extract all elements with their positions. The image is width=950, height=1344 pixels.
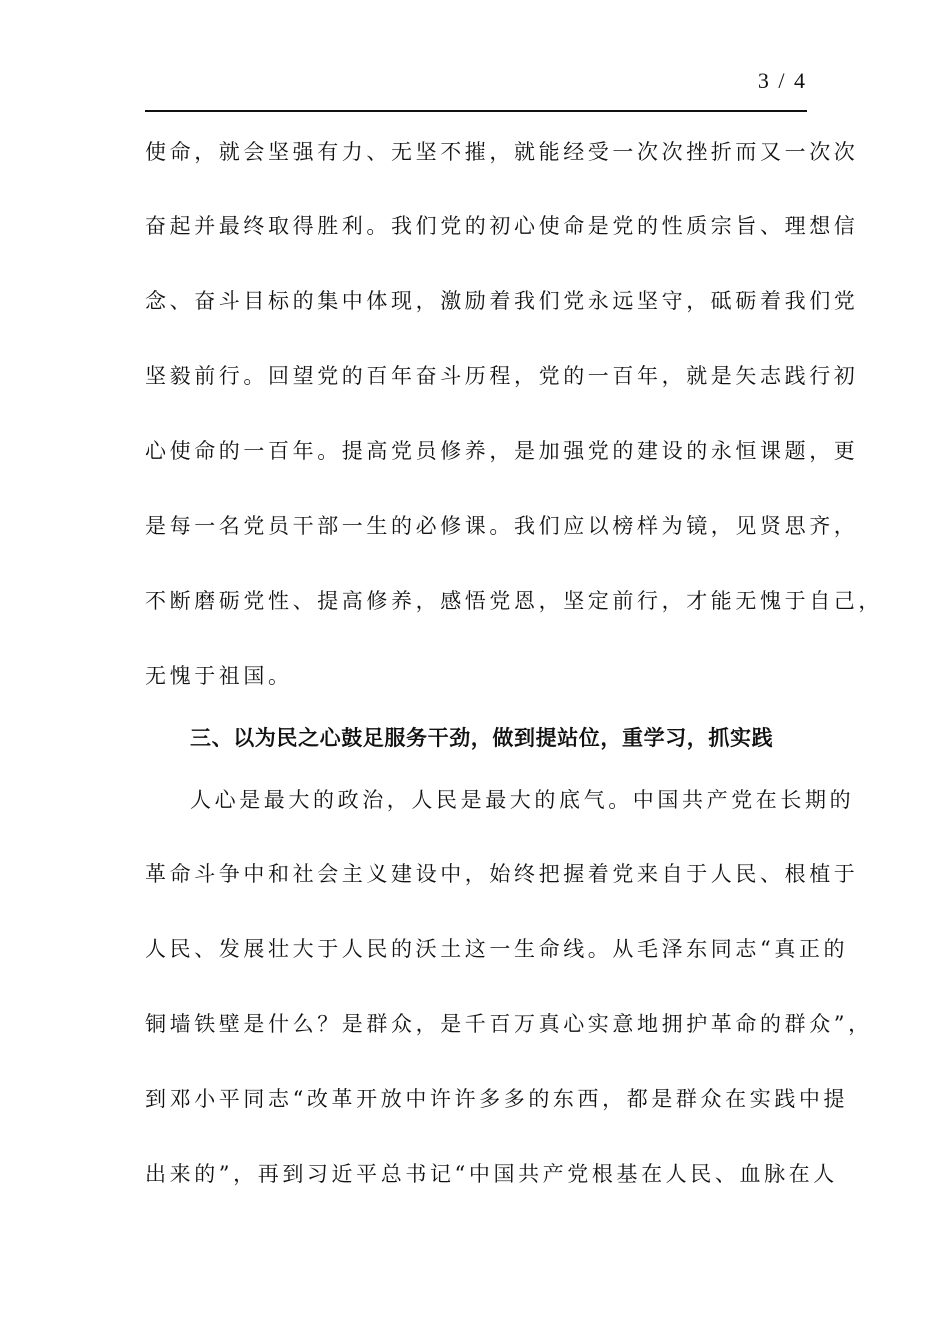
text-line: 使命，就会坚强有力、无坚不摧，就能经受一次次挫折而又一次次 (145, 140, 859, 164)
text-line: 是每一名党员干部一生的必修课。我们应以榜样为镜，见贤思齐， (145, 514, 859, 538)
text-line: 人民、发展壮大于人民的沃土这一生命线。从毛泽东同志“真正的 (145, 937, 849, 961)
text-line: 奋起并最终取得胜利。我们党的初心使命是党的性质宗旨、理想信 (145, 214, 859, 238)
text-line: 心使命的一百年。提高党员修养，是加强党的建设的永恒课题，更 (145, 439, 859, 463)
text-line: 念、奋斗目标的集中体现，激励着我们党永远坚守，砥砺着我们党 (145, 289, 859, 313)
text-line: 出来的”，再到习近平总书记“中国共产党根基在人民、血脉在人 (145, 1162, 838, 1186)
page-number: 3 / 4 (757, 68, 807, 93)
text-line: 铜墙铁壁是什么？是群众，是千百万真心实意地拥护革命的群众”， (145, 1012, 873, 1036)
text-line: 坚毅前行。回望党的百年奋斗历程，党的一百年，就是矢志践行初 (145, 364, 859, 388)
text-line: 革命斗争中和社会主义建设中，始终把握着党来自于人民、根植于 (145, 862, 859, 886)
text-line: 不断磨砺党性、提高修养，感悟党恩，坚定前行，才能无愧于自己， (145, 589, 883, 613)
header-rule (145, 110, 807, 112)
text-line: 无愧于祖国。 (145, 664, 293, 688)
section-heading: 三、以为民之心鼓足服务干劲，做到提站位，重学习，抓实践 (190, 726, 774, 750)
text-line: 人心是最大的政治，人民是最大的底气。中国共产党在长期的 (190, 788, 855, 812)
text-line: 到邓小平同志“改革开放中许许多多的东西，都是群众在实践中提 (145, 1087, 849, 1111)
